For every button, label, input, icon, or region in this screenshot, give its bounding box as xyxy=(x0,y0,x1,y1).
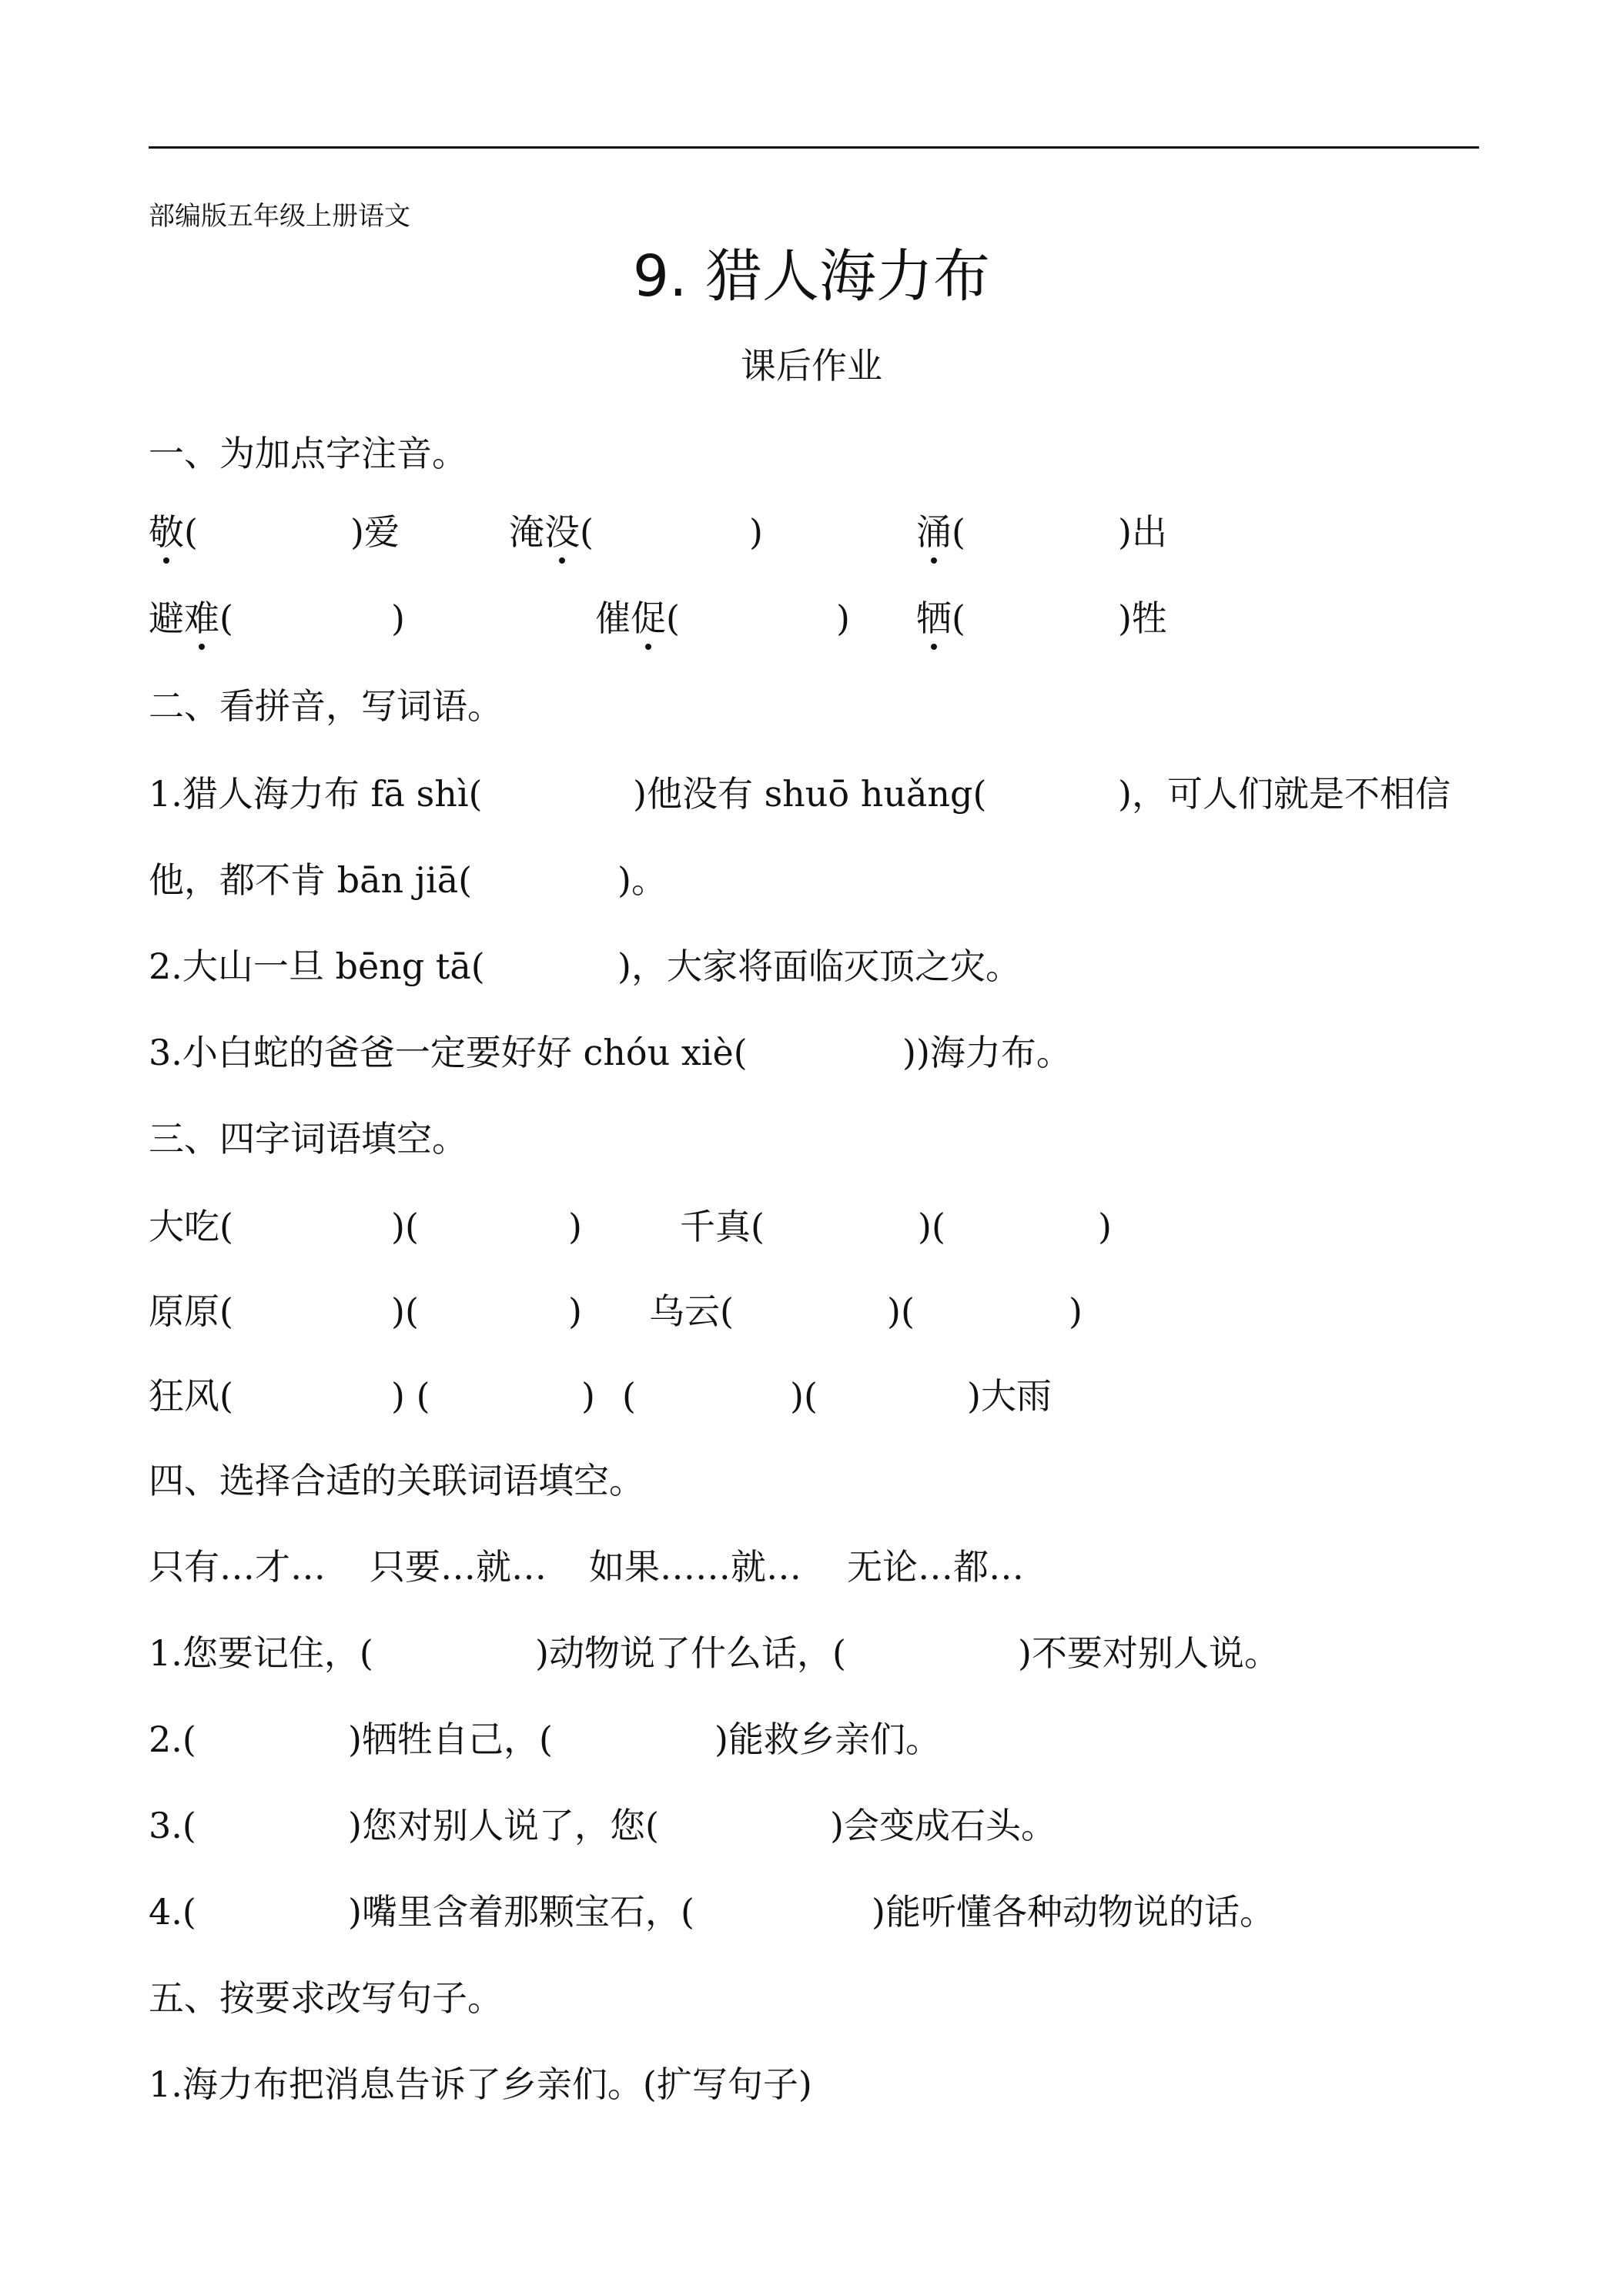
s3-r3-c: ) xyxy=(581,1375,595,1417)
document-header: 部编版五年级上册语文 xyxy=(149,201,410,232)
section3-heading: 三、四字词语填空。 xyxy=(149,1118,467,1160)
s2-q2-part-a: 2.大山一旦 bēng tā( xyxy=(149,946,485,987)
dotted-char: 涌 xyxy=(916,511,952,553)
page-title: 9. 猎人海力布 xyxy=(632,243,991,310)
s3-r1-d: 千真( xyxy=(680,1206,765,1247)
s4-q2-a: 2.( xyxy=(149,1719,196,1760)
s3-r3-a: 狂风( xyxy=(149,1375,233,1417)
page-subtitle: 课后作业 xyxy=(741,345,882,387)
pinyin-item-5-close: ) xyxy=(836,597,850,639)
s4-q4-c: )能听懂各种动物说的话。 xyxy=(872,1891,1275,1933)
s3-r2-d: 乌云( xyxy=(649,1290,734,1332)
s4-q3-a: 3.( xyxy=(149,1805,196,1846)
pinyin-item-6-close: )牲 xyxy=(1118,597,1167,639)
s2-q2-part-b: )，大家将面临灭顶之灾。 xyxy=(617,946,1021,987)
pinyin-item-1-close: )爱 xyxy=(350,511,400,553)
pinyin-item-6: 牺( xyxy=(916,597,965,639)
s3-r2-e: )( xyxy=(887,1290,915,1332)
s2-q1-part-e: )。 xyxy=(617,859,667,901)
s3-r2-a: 原原( xyxy=(149,1290,233,1332)
section4-heading: 四、选择合适的关联词语填空。 xyxy=(149,1460,644,1501)
dotted-char: 牺 xyxy=(916,597,952,639)
s3-r1-f: ) xyxy=(1098,1206,1112,1247)
pinyin-item-4-close: ) xyxy=(391,597,405,639)
pinyin-item-3: 涌( xyxy=(916,511,965,553)
s4-option-3: 如果……就… xyxy=(589,1546,801,1588)
s4-q2-b: )牺牲自己，( xyxy=(348,1719,553,1760)
section2-heading: 二、看拼音，写词语。 xyxy=(149,685,503,727)
s2-q3-part-a: 3.小白蛇的爸爸一定要好好 chóu xiè( xyxy=(149,1032,748,1073)
pinyin-item-3-close: )出 xyxy=(1118,511,1167,553)
s4-q1-b: )动物说了什么话，( xyxy=(535,1632,846,1674)
s2-q1-part-a: 1.猎人海力布 fā shì( xyxy=(149,773,483,815)
s3-r1-a: 大吃( xyxy=(149,1206,233,1247)
section1-heading: 一、为加点字注音。 xyxy=(149,433,467,474)
pinyin-item-1: 敬( xyxy=(149,511,198,553)
s4-q4-b: )嘴里含着那颗宝石，( xyxy=(348,1891,694,1933)
s3-r2-c: ) xyxy=(568,1290,582,1332)
dotted-char: 没 xyxy=(544,511,580,553)
s3-r2-b: )( xyxy=(391,1290,419,1332)
s3-r3-d: ( xyxy=(622,1375,636,1417)
pinyin-item-5: 催促( xyxy=(595,597,680,639)
s3-r1-b: )( xyxy=(391,1206,419,1247)
s4-q4-a: 4.( xyxy=(149,1891,196,1933)
s4-q3-c: )会变成石头。 xyxy=(830,1805,1056,1846)
s4-option-2: 只要…就… xyxy=(370,1546,547,1588)
top-rule xyxy=(149,146,1479,149)
s3-r3-f: )大雨 xyxy=(967,1375,1052,1417)
s4-q3-b: )您对别人说了，您( xyxy=(348,1805,659,1846)
dotted-char: 促 xyxy=(631,597,666,639)
s2-q3-part-b: ))海力布。 xyxy=(902,1032,1072,1073)
s4-option-1: 只有…才… xyxy=(149,1546,326,1588)
dotted-char: 敬 xyxy=(149,511,184,553)
s4-q2-c: )能救乡亲们。 xyxy=(714,1719,941,1760)
s5-q1: 1.海力布把消息告诉了乡亲们。(扩写句子) xyxy=(149,2063,812,2105)
pinyin-item-2: 淹没( xyxy=(509,511,594,553)
pinyin-item-4: 避难( xyxy=(149,597,233,639)
s2-q1-part-b: )他没有 shuō huǎng( xyxy=(633,773,987,815)
s3-r3-e: )( xyxy=(790,1375,818,1417)
pinyin-item-2-close: ) xyxy=(749,511,763,553)
s4-q1-a: 1.您要记住，( xyxy=(149,1632,373,1674)
dotted-char: 难 xyxy=(184,597,219,639)
s2-q1-part-c: )，可人们就是不相信 xyxy=(1118,773,1451,815)
s3-r3-b: ) ( xyxy=(391,1375,430,1417)
s4-q1-c: )不要对别人说。 xyxy=(1018,1632,1280,1674)
s4-option-4: 无论…都… xyxy=(847,1546,1024,1588)
s2-q1-part-d: 他，都不肯 bān jiā( xyxy=(149,859,473,901)
section5-heading: 五、按要求改写句子。 xyxy=(149,1977,503,2019)
s3-r2-f: ) xyxy=(1069,1290,1083,1332)
s3-r1-c: ) xyxy=(568,1206,582,1247)
s3-r1-e: )( xyxy=(918,1206,945,1247)
